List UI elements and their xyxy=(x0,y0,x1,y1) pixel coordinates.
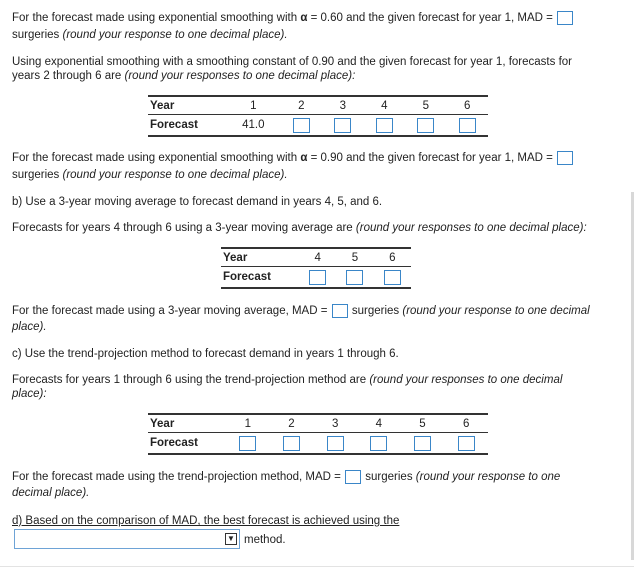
forecast-input-year2[interactable] xyxy=(293,118,310,133)
forecast-input-year3[interactable] xyxy=(334,118,351,133)
mad-alpha060-units: surgeries (round your response to one decimal place). xyxy=(12,29,288,41)
year-cell: 1 xyxy=(226,96,281,115)
year-cell: 4 xyxy=(357,414,401,433)
bottom-divider xyxy=(0,566,634,567)
trend-forecast-input-year1[interactable] xyxy=(239,436,256,451)
table-forecast-label: Forecast xyxy=(148,433,226,455)
part-d-heading: d) Based on the comparison of MAD, the best forecast is achieved using the xyxy=(12,515,400,527)
part-d-tail: method. xyxy=(244,534,286,546)
mad-trend-line-2: decimal place). xyxy=(12,487,90,499)
chevron-down-icon[interactable]: ▼ xyxy=(225,533,237,545)
forecast-table-exp-smoothing xyxy=(148,95,488,137)
part-c-intro: Forecasts for years 1 through 6 using the trend-projection method are (round your responses to one decimal xyxy=(12,374,563,386)
forecast-input-year6[interactable] xyxy=(459,118,476,133)
year-cell: 3 xyxy=(322,96,363,115)
trend-forecast-input-year3[interactable] xyxy=(327,436,344,451)
year-cell: 3 xyxy=(313,414,357,433)
table-year-label: Year xyxy=(148,96,226,115)
ma-forecast-input-year4[interactable] xyxy=(309,270,326,285)
mad-trend-line: For the forecast made using the trend-projection method, MAD = surgeries (round your response to one xyxy=(12,471,561,484)
mad-moving-average-line: For the forecast made using a 3-year moving average, MAD = surgeries (round your response to one decimal xyxy=(12,305,590,318)
year1-forecast-value: 41.0 xyxy=(226,115,281,137)
ma-forecast-input-year6[interactable] xyxy=(384,270,401,285)
mad-alpha090-input[interactable] xyxy=(557,151,573,165)
exp-smoothing-090-intro-2: years 2 through 6 are (round your responses to one decimal place): xyxy=(12,70,356,82)
mad-alpha090-line: For the forecast made using exponential smoothing with α = 0.90 and the given forecast for year 1, MAD = xyxy=(12,151,574,165)
part-c-heading: c) Use the trend-projection method to forecast demand in years 1 through 6. xyxy=(12,348,399,360)
table-forecast-label: Forecast xyxy=(221,267,299,289)
alpha-symbol: α xyxy=(300,152,308,165)
trend-forecast-input-year5[interactable] xyxy=(414,436,431,451)
trend-forecast-input-year6[interactable] xyxy=(458,436,475,451)
table-forecast-label: Forecast xyxy=(148,115,226,137)
year-cell: 5 xyxy=(336,248,373,267)
table-year-label: Year xyxy=(148,414,226,433)
trend-forecast-input-year2[interactable] xyxy=(283,436,300,451)
exp-smoothing-090-intro: Using exponential smoothing with a smoothing constant of 0.90 and the given forecast for year 1, forecasts for xyxy=(12,56,572,68)
best-method-select[interactable] xyxy=(14,529,240,549)
year-cell: 2 xyxy=(281,96,322,115)
mad-trend-input[interactable] xyxy=(345,470,361,484)
mad-alpha090-units: surgeries (round your response to one decimal place). xyxy=(12,169,288,181)
year-cell: 4 xyxy=(364,96,405,115)
alpha-symbol: α xyxy=(300,12,308,25)
forecast-table-trend-projection xyxy=(148,413,488,455)
forecast-input-year4[interactable] xyxy=(376,118,393,133)
trend-forecast-input-year4[interactable] xyxy=(370,436,387,451)
year-cell: 6 xyxy=(447,96,489,115)
mad-alpha060-line: For the forecast made using exponential smoothing with α = 0.60 and the given forecast for year 1, MAD = xyxy=(12,11,574,25)
mad-moving-average-input[interactable] xyxy=(332,304,348,318)
table-year-label: Year xyxy=(221,248,299,267)
ma-forecast-input-year5[interactable] xyxy=(346,270,363,285)
forecast-table-moving-average xyxy=(221,247,411,289)
part-c-intro-2: place): xyxy=(12,388,47,400)
forecast-input-year5[interactable] xyxy=(417,118,434,133)
year-cell: 6 xyxy=(444,414,488,433)
year-cell: 5 xyxy=(405,96,446,115)
year-cell: 2 xyxy=(270,414,314,433)
part-b-intro: Forecasts for years 4 through 6 using a 3-year moving average are (round your responses to one decimal place): xyxy=(12,222,587,234)
year-cell: 4 xyxy=(299,248,336,267)
mad-alpha060-input[interactable] xyxy=(557,11,573,25)
year-cell: 6 xyxy=(374,248,411,267)
year-cell: 1 xyxy=(226,414,270,433)
mad-moving-average-line-2: place). xyxy=(12,321,47,333)
year-cell: 5 xyxy=(401,414,445,433)
part-b-heading: b) Use a 3-year moving average to forecast demand in years 4, 5, and 6. xyxy=(12,196,383,208)
